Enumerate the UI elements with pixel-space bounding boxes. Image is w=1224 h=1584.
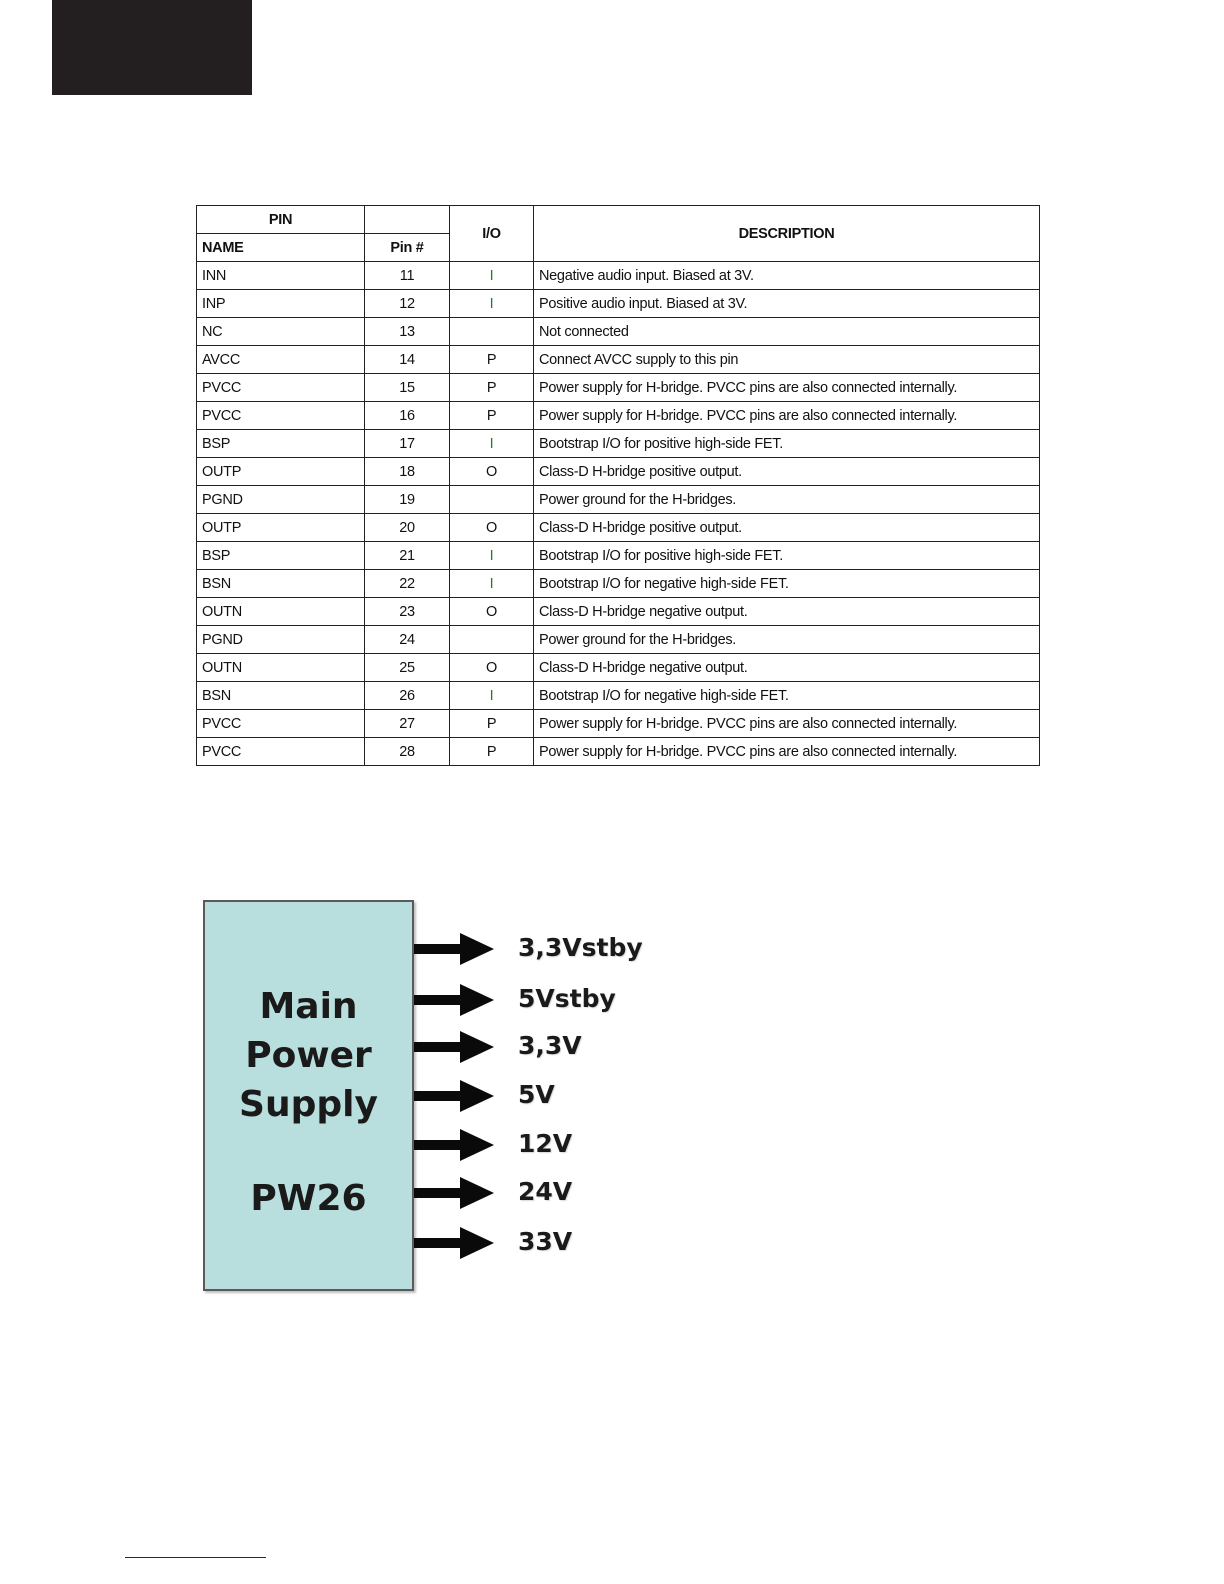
psu-model: PW26 — [250, 1178, 367, 1219]
table-row — [197, 710, 1040, 738]
pin-io-cell: I — [450, 262, 534, 290]
pin-description-cell: Class-D H-bridge positive output. — [534, 458, 1040, 486]
pin-description-cell: Bootstrap I/O for negative high-side FET. — [534, 682, 1040, 710]
header-pin-group: PIN — [197, 206, 365, 234]
pin-io-cell: O — [450, 598, 534, 626]
table-row — [197, 654, 1040, 682]
pin-description-cell: Class-D H-bridge negative output. — [534, 654, 1040, 682]
pin-number-cell: 27 — [365, 710, 450, 738]
psu-output-label: 33V — [518, 1227, 573, 1256]
pin-name-cell: INP — [197, 290, 365, 318]
pin-io-cell — [450, 626, 534, 654]
table-row — [197, 262, 1040, 290]
pin-name-cell: OUTP — [197, 458, 365, 486]
table-row — [197, 682, 1040, 710]
pin-io-cell: P — [450, 710, 534, 738]
pin-name-cell: PGND — [197, 486, 365, 514]
pin-number-cell: 15 — [365, 374, 450, 402]
psu-output-label: 5V — [518, 1080, 555, 1109]
header-io: I/O — [450, 206, 534, 262]
pin-name-cell: BSP — [197, 430, 365, 458]
pin-description-cell: Not connected — [534, 318, 1040, 346]
pin-description-table — [196, 205, 1040, 766]
arrow-right-icon — [414, 1027, 498, 1067]
pin-table-body — [197, 262, 1040, 766]
psu-output-label: 24V — [518, 1177, 573, 1206]
psu-output-label: 12V — [518, 1129, 573, 1158]
arrow-right-icon — [414, 1076, 498, 1116]
psu-output-row — [414, 1027, 674, 1067]
psu-title — [205, 982, 412, 1129]
header-pin-number: Pin # — [365, 234, 450, 262]
pin-description-cell: Power supply for H-bridge. PVCC pins are also connected internally. — [534, 402, 1040, 430]
table-row — [197, 598, 1040, 626]
pin-io-cell: O — [450, 458, 534, 486]
pin-description-cell: Class-D H-bridge positive output. — [534, 514, 1040, 542]
pin-description-cell: Bootstrap I/O for positive high-side FET. — [534, 542, 1040, 570]
psu-title-line: Main — [259, 986, 358, 1027]
table-row — [197, 402, 1040, 430]
pin-name-cell: BSP — [197, 542, 365, 570]
pin-number-cell: 19 — [365, 486, 450, 514]
pin-name-cell: AVCC — [197, 346, 365, 374]
pin-number-cell: 21 — [365, 542, 450, 570]
pin-number-cell: 24 — [365, 626, 450, 654]
pin-description-cell: Bootstrap I/O for positive high-side FET. — [534, 430, 1040, 458]
psu-output-row — [414, 929, 674, 969]
pin-description-cell: Bootstrap I/O for negative high-side FET. — [534, 570, 1040, 598]
footer-link-underline — [125, 1557, 266, 1558]
pin-description-cell: Power ground for the H-bridges. — [534, 626, 1040, 654]
table-row — [197, 318, 1040, 346]
table-row — [197, 458, 1040, 486]
table-row — [197, 346, 1040, 374]
pin-name-cell: OUTN — [197, 598, 365, 626]
pin-name-cell: OUTP — [197, 514, 365, 542]
pin-name-cell: BSN — [197, 570, 365, 598]
pin-io-cell: P — [450, 346, 534, 374]
header-description: DESCRIPTION — [534, 206, 1040, 262]
pin-io-cell: I — [450, 430, 534, 458]
pin-number-cell: 18 — [365, 458, 450, 486]
pin-number-cell: 14 — [365, 346, 450, 374]
pin-number-cell: 26 — [365, 682, 450, 710]
header-name: NAME — [197, 234, 365, 262]
table-row — [197, 542, 1040, 570]
pin-number-cell: 28 — [365, 738, 450, 766]
pin-name-cell: PVCC — [197, 402, 365, 430]
pin-name-cell: OUTN — [197, 654, 365, 682]
pin-io-cell: I — [450, 290, 534, 318]
pin-io-cell — [450, 486, 534, 514]
arrow-right-icon — [414, 1125, 498, 1165]
arrow-right-icon — [414, 1173, 498, 1213]
pin-io-cell: P — [450, 402, 534, 430]
pin-io-cell: P — [450, 738, 534, 766]
table-row — [197, 374, 1040, 402]
psu-output-row — [414, 980, 674, 1020]
psu-output-row — [414, 1076, 674, 1116]
table-row — [197, 570, 1040, 598]
pin-description-cell: Power ground for the H-bridges. — [534, 486, 1040, 514]
table-row — [197, 430, 1040, 458]
pin-io-cell: O — [450, 514, 534, 542]
psu-output-label: 5Vstby — [518, 984, 616, 1013]
pin-description-cell: Power supply for H-bridge. PVCC pins are also connected internally. — [534, 738, 1040, 766]
pin-description-cell: Power supply for H-bridge. PVCC pins are also connected internally. — [534, 374, 1040, 402]
pin-number-cell: 22 — [365, 570, 450, 598]
psu-output-row — [414, 1125, 674, 1165]
psu-output-label: 3,3V — [518, 1031, 582, 1060]
pin-description-cell: Connect AVCC supply to this pin — [534, 346, 1040, 374]
pin-number-cell: 17 — [365, 430, 450, 458]
pin-description-cell: Positive audio input. Biased at 3V. — [534, 290, 1040, 318]
pin-name-cell: PVCC — [197, 710, 365, 738]
psu-output-row — [414, 1173, 674, 1213]
psu-output-label: 3,3Vstby — [518, 933, 643, 962]
pin-io-cell: I — [450, 542, 534, 570]
pin-description-cell: Class-D H-bridge negative output. — [534, 598, 1040, 626]
table-row — [197, 514, 1040, 542]
pin-number-cell: 23 — [365, 598, 450, 626]
psu-title-line: Supply — [239, 1084, 378, 1125]
header-blank — [365, 206, 450, 234]
pin-io-cell: O — [450, 654, 534, 682]
arrow-right-icon — [414, 980, 498, 1020]
corner-header-block — [52, 0, 252, 95]
pin-description-cell: Power supply for H-bridge. PVCC pins are also connected internally. — [534, 710, 1040, 738]
pin-name-cell: PVCC — [197, 738, 365, 766]
arrow-right-icon — [414, 1223, 498, 1263]
pin-io-cell: I — [450, 570, 534, 598]
arrow-right-icon — [414, 929, 498, 969]
pin-name-cell: PGND — [197, 626, 365, 654]
pin-number-cell: 13 — [365, 318, 450, 346]
power-supply-block — [203, 900, 414, 1291]
table-row — [197, 486, 1040, 514]
table-row — [197, 626, 1040, 654]
pin-name-cell: NC — [197, 318, 365, 346]
pin-description-cell: Negative audio input. Biased at 3V. — [534, 262, 1040, 290]
pin-io-cell — [450, 318, 534, 346]
psu-title-line: Power — [245, 1035, 372, 1076]
pin-name-cell: BSN — [197, 682, 365, 710]
pin-number-cell: 16 — [365, 402, 450, 430]
pin-name-cell: INN — [197, 262, 365, 290]
pin-number-cell: 20 — [365, 514, 450, 542]
pin-io-cell: P — [450, 374, 534, 402]
pin-number-cell: 12 — [365, 290, 450, 318]
pin-number-cell: 25 — [365, 654, 450, 682]
table-row — [197, 290, 1040, 318]
pin-name-cell: PVCC — [197, 374, 365, 402]
table-row — [197, 738, 1040, 766]
psu-output-row — [414, 1223, 674, 1263]
pin-number-cell: 11 — [365, 262, 450, 290]
pin-io-cell: I — [450, 682, 534, 710]
